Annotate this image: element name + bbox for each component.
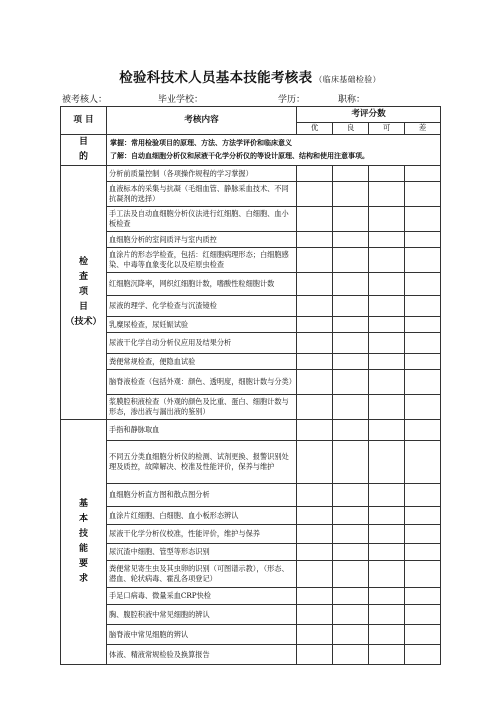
header-item: 项 目 [61, 107, 107, 135]
assessment-item: 脑脊液中常见细胞的辨认 [107, 625, 297, 645]
score-cell[interactable] [333, 588, 369, 605]
score-cell[interactable] [333, 484, 369, 507]
score-cell[interactable] [297, 354, 333, 370]
score-cell[interactable] [369, 317, 405, 333]
education-label: 学历： [278, 95, 306, 105]
score-cell[interactable] [333, 354, 369, 370]
score-cell[interactable] [405, 333, 441, 354]
section-label-char: 目 [78, 302, 88, 312]
score-cell[interactable] [297, 395, 333, 420]
professional-title-label: 职称： [338, 95, 366, 105]
table-row [61, 395, 441, 420]
score-cell[interactable] [369, 544, 405, 561]
score-cell[interactable] [405, 588, 441, 605]
score-cell[interactable] [369, 333, 405, 354]
section-label-char: 基 [78, 499, 88, 509]
table-row [61, 645, 441, 665]
purpose-label-char: 的 [78, 152, 88, 162]
score-cell[interactable] [369, 507, 405, 525]
assessment-item: 粪便常规检查，便隐血试验 [107, 354, 297, 370]
assessment-item: 体液、精液常规检验及换算报告 [107, 645, 297, 665]
section-label-char: 求 [78, 574, 88, 584]
score-cell[interactable] [405, 207, 441, 232]
score-cell[interactable] [405, 182, 441, 207]
score-cell[interactable] [333, 525, 369, 544]
score-cell[interactable] [369, 525, 405, 544]
score-cell[interactable] [405, 273, 441, 296]
examinee-info-line [62, 92, 365, 105]
header-grade-excellent: 优 [297, 123, 333, 135]
section-label-char: 查 [78, 272, 88, 282]
score-cell[interactable] [369, 561, 405, 588]
assessment-item: 血细胞分析的室间质评与室内质控 [107, 232, 297, 248]
section-label-char: 本 [78, 514, 88, 524]
score-cell[interactable] [369, 441, 405, 484]
score-cell[interactable] [333, 370, 369, 395]
form-title-text: 检验科技术人员基本技能考核表 [119, 70, 313, 86]
purpose-label [61, 135, 107, 166]
score-cell[interactable] [297, 420, 333, 441]
score-cell[interactable] [333, 561, 369, 588]
score-cell[interactable] [369, 207, 405, 232]
assessment-table [60, 106, 441, 665]
assessment-item: 不同五分类血细胞分析仪的检测、试剂更换、报警识别处理及质控，故障解决、校准及性能评价，保养与维护 [107, 441, 297, 484]
score-cell[interactable] [333, 625, 369, 645]
assessment-item: 手工法及自动血细胞分析仪法进行红细胞、白细胞、血小板检查 [107, 207, 297, 232]
score-cell[interactable] [297, 625, 333, 645]
table-row [61, 561, 441, 588]
section-label-char: 检 [78, 257, 88, 267]
score-cell[interactable] [369, 645, 405, 665]
table-row [61, 420, 441, 441]
purpose-content [107, 135, 441, 166]
score-cell[interactable] [297, 645, 333, 665]
assessment-item: 尿液的理学、化学检查与沉渣镜检 [107, 296, 297, 317]
section-label [61, 420, 107, 665]
assessment-item: 血涂片的形态学检查，包括：红细胞病理形态；白细胞感染、中毒等血象变化以及疟原虫检查 [107, 248, 297, 273]
table-row [61, 484, 441, 507]
score-cell[interactable] [297, 605, 333, 625]
score-cell[interactable] [333, 317, 369, 333]
score-cell[interactable] [333, 273, 369, 296]
table-row [61, 544, 441, 561]
score-cell[interactable] [333, 166, 369, 182]
score-cell[interactable] [297, 507, 333, 525]
assessment-item: 胸、腹腔积液中常见细胞的辨认 [107, 605, 297, 625]
section-label [61, 166, 107, 420]
assessment-item: 脑脊液检查（包括外观：颜色、透明度，细胞计数与分类） [107, 370, 297, 395]
table-row [61, 370, 441, 395]
score-cell[interactable] [405, 248, 441, 273]
score-cell[interactable] [297, 544, 333, 561]
score-cell[interactable] [333, 605, 369, 625]
score-cell[interactable] [297, 296, 333, 317]
score-cell[interactable] [297, 484, 333, 507]
table-row [61, 333, 441, 354]
score-cell[interactable] [405, 507, 441, 525]
assessment-item: 乳糜尿检查，尿妊娠试验 [107, 317, 297, 333]
score-cell[interactable] [333, 544, 369, 561]
assessment-item: 红细胞沉降率，网织红细胞计数，嗜酸性粒细胞计数 [107, 273, 297, 296]
score-cell[interactable] [333, 232, 369, 248]
assessment-item: 分析前质量控制（各项操作规程的学习掌握） [107, 166, 297, 182]
score-cell[interactable] [369, 395, 405, 420]
header-grade-poor: 差 [405, 123, 441, 135]
score-cell[interactable] [297, 441, 333, 484]
score-cell[interactable] [405, 625, 441, 645]
assessment-item: 尿液干化学分析仪校准，性能评价，维护与保养 [107, 525, 297, 544]
header-grade-good: 良 [333, 123, 369, 135]
table-row [61, 507, 441, 525]
score-cell[interactable] [405, 484, 441, 507]
assessment-item: 手足口病毒、微量采血CRP快检 [107, 588, 297, 605]
section-label-char: 能 [78, 544, 88, 554]
score-cell[interactable] [405, 561, 441, 588]
table-row [61, 317, 441, 333]
assessment-item: 手指和静脉取血 [107, 420, 297, 441]
score-cell[interactable] [405, 354, 441, 370]
score-cell[interactable] [333, 441, 369, 484]
score-cell[interactable] [405, 370, 441, 395]
purpose-understand-line: 了解：自动血细胞分析仪和尿液干化学分析仪的等设计原理、结构和使用注意事项。 [110, 152, 369, 160]
score-cell[interactable] [405, 441, 441, 484]
score-cell[interactable] [369, 354, 405, 370]
table-row [61, 588, 441, 605]
score-cell[interactable] [405, 395, 441, 420]
score-cell[interactable] [297, 525, 333, 544]
score-cell[interactable] [369, 248, 405, 273]
table-row [61, 525, 441, 544]
score-cell[interactable] [405, 544, 441, 561]
table-row [61, 273, 441, 296]
section-label-char: （技术） [65, 317, 102, 327]
purpose-master-line: 掌握：常用检验项目的原理、方法、方法学评价和临床意义 [110, 139, 292, 147]
header-grade-fair: 可 [369, 123, 405, 135]
assessment-item: 尿沉渣中细胞、管型等形态识别 [107, 544, 297, 561]
score-cell[interactable] [297, 333, 333, 354]
score-cell[interactable] [369, 370, 405, 395]
table-row [61, 441, 441, 484]
table-row [61, 625, 441, 645]
table-row [61, 248, 441, 273]
assessment-item: 粪便常见寄生虫及其虫卵的识别（可图谱示教），（形态、潜血、轮状病毒、霍乱各项登记） [107, 561, 297, 588]
score-cell[interactable] [333, 395, 369, 420]
score-cell[interactable] [333, 645, 369, 665]
score-cell[interactable] [369, 182, 405, 207]
score-cell[interactable] [297, 232, 333, 248]
form-title [0, 66, 500, 86]
score-cell[interactable] [369, 296, 405, 317]
score-cell[interactable] [405, 525, 441, 544]
assessment-item: 尿液干化学自动分析仪应用及结果分析 [107, 333, 297, 354]
assessment-item: 血涂片红细胞、白细胞、血小板形态辨认 [107, 507, 297, 525]
form-subtitle: （临床基础检验） [314, 75, 381, 84]
score-cell[interactable] [405, 605, 441, 625]
assessment-item: 浆膜腔积液检查（外观的颜色及比重、蛋白、细胞计数与形态，渗出液与漏出液的鉴别） [107, 395, 297, 420]
header-score: 考评分数 [297, 107, 441, 123]
score-cell[interactable] [297, 317, 333, 333]
table-row [61, 207, 441, 232]
assessment-item: 血液标本的采集与抗凝（毛细血管、静脉采血技术、不同抗凝剂的选择） [107, 182, 297, 207]
purpose-label-char: 目 [78, 137, 88, 147]
header-content: 考核内容 [107, 107, 297, 135]
score-cell[interactable] [333, 207, 369, 232]
school-label: 毕业学校： [158, 95, 204, 105]
score-cell[interactable] [405, 296, 441, 317]
score-cell[interactable] [297, 370, 333, 395]
score-cell[interactable] [297, 207, 333, 232]
score-cell[interactable] [369, 625, 405, 645]
score-cell[interactable] [405, 232, 441, 248]
score-cell[interactable] [369, 232, 405, 248]
score-cell[interactable] [369, 588, 405, 605]
score-cell[interactable] [369, 273, 405, 296]
score-cell[interactable] [405, 317, 441, 333]
score-cell[interactable] [297, 182, 333, 207]
score-cell[interactable] [369, 605, 405, 625]
table-row [61, 182, 441, 207]
score-cell[interactable] [369, 484, 405, 507]
score-cell[interactable] [297, 166, 333, 182]
table-row [61, 232, 441, 248]
score-cell[interactable] [333, 248, 369, 273]
score-cell[interactable] [333, 420, 369, 441]
assessment-item: 血细胞分析直方图和散点图分析 [107, 484, 297, 507]
table-row [61, 166, 441, 182]
score-cell[interactable] [369, 166, 405, 182]
score-cell[interactable] [297, 561, 333, 588]
score-cell[interactable] [405, 166, 441, 182]
table-row [61, 354, 441, 370]
score-cell[interactable] [333, 182, 369, 207]
section-label-char: 项 [78, 287, 88, 297]
score-cell[interactable] [369, 420, 405, 441]
section-label-char: 要 [78, 559, 88, 569]
section-label-char: 技 [78, 529, 88, 539]
score-cell[interactable] [405, 645, 441, 665]
score-cell[interactable] [405, 420, 441, 441]
score-cell[interactable] [333, 296, 369, 317]
score-cell[interactable] [333, 507, 369, 525]
score-cell[interactable] [333, 333, 369, 354]
score-cell[interactable] [297, 588, 333, 605]
score-cell[interactable] [297, 273, 333, 296]
score-cell[interactable] [297, 248, 333, 273]
table-row [61, 296, 441, 317]
table-row [61, 605, 441, 625]
examinee-label: 被考核人： [62, 95, 108, 105]
